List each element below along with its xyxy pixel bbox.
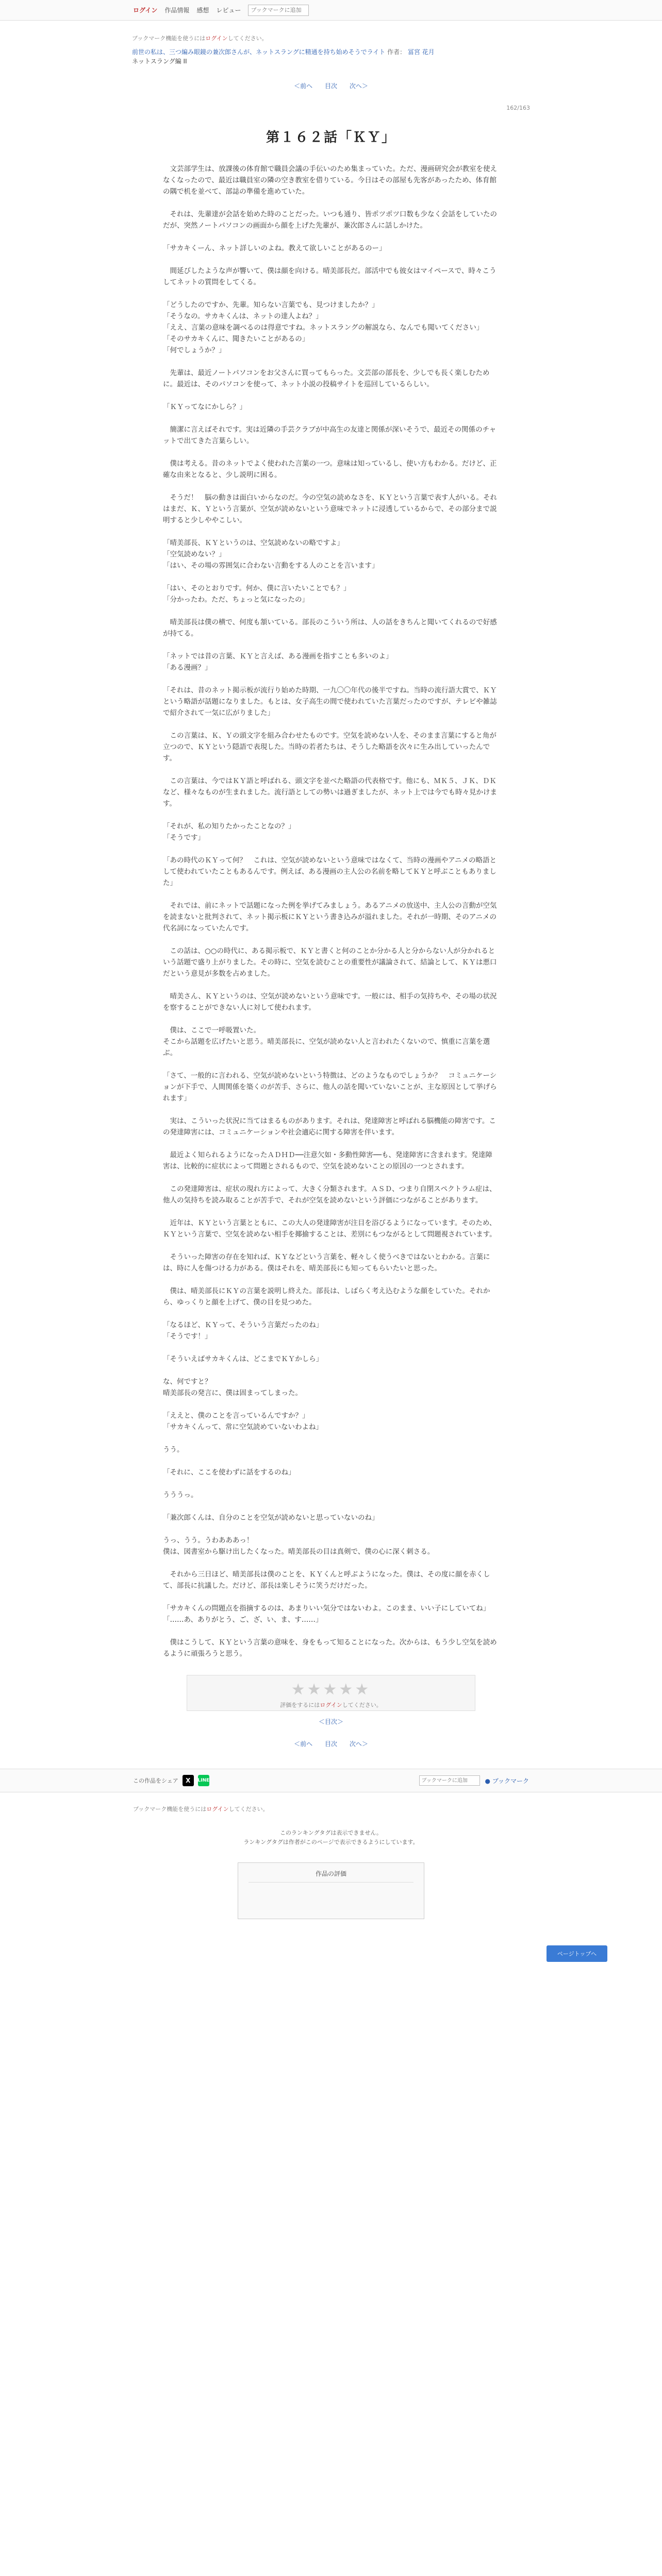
- body-paragraph: うううっ。: [163, 1491, 198, 1499]
- rating-login-link[interactable]: ログイン: [320, 1702, 342, 1708]
- body-paragraph: 「晴美部長、ＫＹというのは、空気読めないの略ですよ」 「空気読めない？」 「はい、その場の雰囲気に合わない言動をする人のことを言います」: [163, 539, 379, 570]
- notice-suffix: してください。: [227, 35, 268, 42]
- body-paragraph: 「ネットでは昔の言葉、ＫＹと言えば、ある漫画を指すことも多いのよ」 「ある漫画？」: [163, 652, 393, 672]
- body-paragraph: この言葉は、今ではＫＹ語と呼ばれる、頭文字を並べた略語の代表格です。他にも、ＭＫ５、ＪＫ、ＤＫなど、様々なものが生まれました。流行語としての勢いは過ぎましたが、ネット上では今でも時々見かけます。: [163, 777, 497, 808]
- ranking-line-1: このランキングタグは表示できません。: [279, 1829, 383, 1836]
- chapter-title: 第１６２話「ＫＹ」: [266, 130, 396, 145]
- footer-bookmark-input[interactable]: [419, 1775, 480, 1786]
- author-label: 作者：: [387, 48, 406, 56]
- body-paragraph: 「なるほど、ＫＹって、そういう言葉だったのね」 「そうです！」: [163, 1321, 323, 1341]
- share-area: [133, 1775, 209, 1786]
- body-paragraph: この話は、○○の時代に、ある掲示板で、ＫＹと書くと何のことか分かる人と分からない人が分かれるという話題で盛り上がりました。その時に、空気を読むことの重要性が議論されて、結論として、ＫＹは悪口だという意見が多数を占めました。: [163, 947, 497, 978]
- body-paragraph: それから三日ほど、晴美部長は僕のことを、ＫＹくんと呼ぶようになった。僕は、その度に顔を赤くして、部長に抗議した。だけど、部長は楽しそうに笑うだけだった。: [163, 1570, 490, 1590]
- nav-impressions[interactable]: 感想: [196, 7, 209, 14]
- body-paragraph: 晴美部長は僕の横で、何度も頷いている。部長のこういう所は、人の話をきちんと聞いてくれるので好感が持てる。: [163, 618, 497, 638]
- footer-notice-suffix: してください。: [228, 1806, 269, 1812]
- bottom-toc-link[interactable]: ＜目次＞: [318, 1718, 343, 1725]
- body-paragraph: うっ、うう。うわあああっ！ 僕は、図書室から駆け出したくなった。晴美部長の目は真剣で、僕の心に深く刺さる。: [163, 1536, 435, 1556]
- body-paragraph: うう。: [163, 1446, 184, 1454]
- ranking-box-title: 作品の評価: [249, 1869, 413, 1883]
- nav-work-info[interactable]: 作品情報: [164, 7, 190, 14]
- bottom-toc: [132, 1717, 530, 1726]
- body-paragraph: 最近よく知られるようになったＡＤＨＤ──注意欠如・多動性障害──も、発達障害に含まれます。発達障害は、比較的に症状によって問題とされるもので、空気を読めないことの原因の一つとされます。: [163, 1151, 492, 1171]
- share-label: この作品をシェア: [133, 1777, 178, 1784]
- body-paragraph: 「それが、私の知りたかったことなの？」 「そうです」: [163, 822, 295, 842]
- notice-text: ブックマーク機能を使うには: [132, 35, 206, 42]
- nav-reviews[interactable]: レビュー: [216, 7, 241, 14]
- body-paragraph: 僕は、晴美部長にＫＹの言葉を説明し終えた。部長は、しばらく考え込むような顔をしていた。それから、ゆっくりと顔を上げて、僕の目を見つめた。: [163, 1287, 490, 1307]
- body-paragraph: そういった障害の存在を知れば、ＫＹなどという言葉を、軽々しく使うべきではないとわかる。言葉には、時に人を傷つける力がある。僕はそれを、晴美部長にも知ってもらいたいと思った。: [163, 1253, 490, 1273]
- bottom-toc-link-2[interactable]: 目次: [324, 1740, 337, 1748]
- body-paragraph: 晴美さん、ＫＹというのは、空気が読めないという意味です。一般には、相手の気持ちや、その場の状況を察することができない人に対して使われます。: [163, 992, 497, 1012]
- rating-stars-icon[interactable]: ★★★★★: [291, 1681, 371, 1699]
- footer-right: [419, 1775, 529, 1786]
- footer-login-link[interactable]: ログイン: [206, 1806, 229, 1812]
- body-paragraph: 「どうしたのですか、先輩。知らない言葉でも、見つけましたか？」 「そうなの。サカキくんは、ネットの達人よね？」 「ええ、言葉の意味を調べるのは得意ですね。ネットスラングの解説なら、なんでも聞いてください」 「そのサカキくんに、聞きたいことがあるの」 「何でしょうか？」: [163, 301, 484, 354]
- body-paragraph: 「さて、一般的に言われる、空気が読めないという特徴は、どのようなものでしょうか？ コミュニケーションが下手で、人間関係を築くのが苦手、さらに、他人の話を聞いていないことが、主な原因として挙げられます」: [163, 1072, 497, 1103]
- page-top-button[interactable]: ページトップへ: [547, 1945, 607, 1962]
- body-paragraph: 間延びしたような声が響いて、僕は顔を向ける。晴美部長だ。部活中でも彼女はマイペースで、時々こうしてネットの質問をしてくる。: [163, 267, 496, 286]
- body-paragraph: 「兼次郎くんは、自分のことを空気が読めないと思っていないのね」: [163, 1514, 379, 1522]
- body-paragraph: それは、先輩達が会話を始めた時のことだった。いつも通り、皆ポツポツ口数も少なく会話をしていたのだが、突然ノートパソコンの画面から顔を上げた先輩が、兼次郎さんに話しかけた。: [163, 210, 497, 230]
- body-paragraph: 「ええと、僕のことを言っているんですか？」 「サカキくんって、常に空気読めていないわよね」: [163, 1412, 323, 1431]
- body-paragraph: 僕は、ここで一呼吸置いた。 そこから話題を広げたいと思う。晴美部長に、空気が読めない人と言われたくないので、慎重に言葉を選ぶ。: [163, 1026, 490, 1057]
- body-paragraph: 「ＫＹってなにかしら？」: [163, 403, 246, 411]
- body-paragraph: 「そういえばサカキくんは、どこまでＫＹかしら」: [163, 1355, 323, 1363]
- bookmark-button[interactable]: ● ブックマーク: [485, 1777, 529, 1785]
- prev-link[interactable]: ＜前へ: [294, 82, 313, 90]
- rating-hint: [187, 1701, 475, 1709]
- series-subtitle: ネットスラング編 II: [132, 58, 187, 65]
- body-paragraph: それでは、前にネットで話題になった例を挙げてみましょう。あるアニメの放送中、主人公の言動が空気を読まないと批判されて、ネット掲示板にＫＹという書き込みが溢れました。それが一時期、そのアニメの代名詞になっていたんです。: [163, 902, 497, 933]
- ranking-text: [0, 1828, 662, 1847]
- login-link[interactable]: ログイン: [133, 7, 158, 14]
- bottom-pager: [132, 1739, 530, 1748]
- toc-link[interactable]: 目次: [324, 82, 337, 90]
- ranking-box: [238, 1862, 424, 1919]
- author-link[interactable]: 冨宮 花月: [407, 48, 435, 56]
- body-paragraph: 実は、こういった状況に当てはまるものがあります。それは、発達障害と呼ばれる脳機能の障害です。この発達障害には、コミュニケーションや社会適応に関する障害を伴います。: [163, 1117, 496, 1137]
- series-info: [132, 47, 530, 66]
- footer-bar: [0, 1769, 662, 1792]
- notice-login-link[interactable]: ログイン: [205, 35, 228, 42]
- body-paragraph: 「それは、昔のネット掲示板が流行り始めた時期、一九〇〇年代の後半ですね。当時の流行語大賞で、ＫＹという略語が話題になりました。もとは、女子高生の間で使われていた言葉だったのですが、テレビや雑誌で紹介されて一気に広がりました」: [163, 686, 497, 717]
- body-paragraph: そうだ！ 脳の動きは面白いからなのだ。今の空気の読めなさを、ＫＹという言葉で表す人がいる。それはまだ、Ｋ、Ｙという言葉が、空気が読めないという意味でネットに浸透しているからで、その部分まで説明すると少しややこしい。: [163, 494, 497, 524]
- line-share-icon[interactable]: LINE: [198, 1775, 209, 1786]
- body-paragraph: 僕は考える。昔のネットでよく使われた言葉の一つ。意味は知っているし、使い方もわかる。だけど、正確な由来となると、少し説明に困る。: [163, 460, 497, 479]
- body-paragraph: この言葉は、Ｋ、Ｙの頭文字を組み合わせたものです。空気を読めない人を、そのまま言葉にすると角が立つので、ＫＹという隠語で表現した。当時の若者たちは、そうした略語を次々に生み出していったんです。: [163, 732, 496, 762]
- top-pager: [132, 81, 530, 90]
- bookmark-label: ブックマーク: [492, 1777, 529, 1785]
- body-paragraph: 文芸部学生は、放課後の体育館で職員会議の手伝いのため集まっていた。ただ、漫画研究会が教室を使えなくなったので、最近は職員室の隣の空き教室を借りている。今日はその部屋も先客があったため、体育館の隅で机を並べて、部誌の準備を進めていた。: [163, 165, 497, 196]
- body-paragraph: 近年は、ＫＹという言葉とともに、この大人の発達障害が注目を浴びるようになっています。そのため、ＫＹという言葉で、空気を読めない相手を揶揄することは、差別にもつながるとして問題視されています。: [163, 1219, 496, 1239]
- rating-box: [187, 1675, 475, 1711]
- x-share-icon[interactable]: X: [183, 1775, 194, 1786]
- bottom-next-link[interactable]: 次へ＞: [349, 1740, 368, 1748]
- footer-notice: [0, 1805, 662, 1813]
- page-number: 162/163: [506, 105, 530, 111]
- bookmark-input[interactable]: [248, 5, 309, 16]
- rating-hint-text: 評価をするには: [280, 1702, 320, 1708]
- body-paragraph: 僕はこうして、ＫＹという言葉の意味を、身をもって知ることになった。次からは、もう少し空気を読めるように頑張ろうと思う。: [163, 1638, 497, 1658]
- body-paragraph: 「あの時代のＫＹって何？ これは、空気が読めないという意味ではなくて、当時の漫画やアニメの略語として使われていたこともあるんです。例えば、ある漫画の主人公の名前を略してＫＹと呼ぶこともありました」: [163, 856, 497, 887]
- body-paragraph: この発達障害は、症状の現れ方によって、大きく分類されます。ＡＳＤ、つまり自閉スペクトラム症は、他人の気持ちを読み取ることが苦手で、それが空気を読めないという評価につながることがあります。: [163, 1185, 496, 1205]
- bottom-prev-link[interactable]: ＜前へ: [294, 1740, 313, 1748]
- body-paragraph: 先輩は、最近ノートパソコンをお父さんに買ってもらった。文芸部の部長を、少しでも長く楽しむために。最近は、そのパソコンを使って、ネット小説の投稿サイトを巡回しているらしい。: [163, 369, 490, 388]
- body-paragraph: 「サカキくんの問題点を指摘するのは、あまりいい気分ではないわよ。このまま、いい子にしていてね」 「……あ、ありがとう、ご、ざ、い、ま、す……」: [163, 1604, 490, 1624]
- top-navigation-bar: [0, 0, 662, 21]
- body-paragraph: な、何ですと？ 晴美部長の発言に、僕は固まってしまった。: [163, 1378, 302, 1397]
- series-title-link[interactable]: 前世の私は、三つ編み眼鏡の兼次郎さんが、ネットスラングに精通を持ち始めそうでライト: [132, 48, 386, 56]
- body-paragraph: 「はい、そのとおりです。何か、僕に言いたいことでも？」 「分かったわ。ただ、ちょっと気になったの」: [163, 584, 351, 604]
- body-paragraph: 「それに、ここを使わずに話をするのね」: [163, 1468, 295, 1477]
- chapter-body: [132, 163, 530, 1659]
- next-link[interactable]: 次へ＞: [349, 82, 368, 90]
- body-paragraph: 簡潔に言えばそれです。実は近隣の手芸クラブが中高生の友達と関係が深いそうで、最近その関係のチャットで出てきた言葉らしい。: [163, 426, 496, 445]
- rating-hint-suffix: してください。: [342, 1702, 382, 1708]
- ranking-line-2: ランキングタグは作者がこのページで表示できるようにしています。: [243, 1839, 419, 1845]
- body-paragraph: 「サカキくーん、ネット詳しいのよね。教えて欲しいことがあるのー」: [163, 244, 386, 252]
- bookmark-notice: [132, 34, 530, 42]
- footer-notice-text: ブックマーク機能を使うには: [133, 1806, 207, 1812]
